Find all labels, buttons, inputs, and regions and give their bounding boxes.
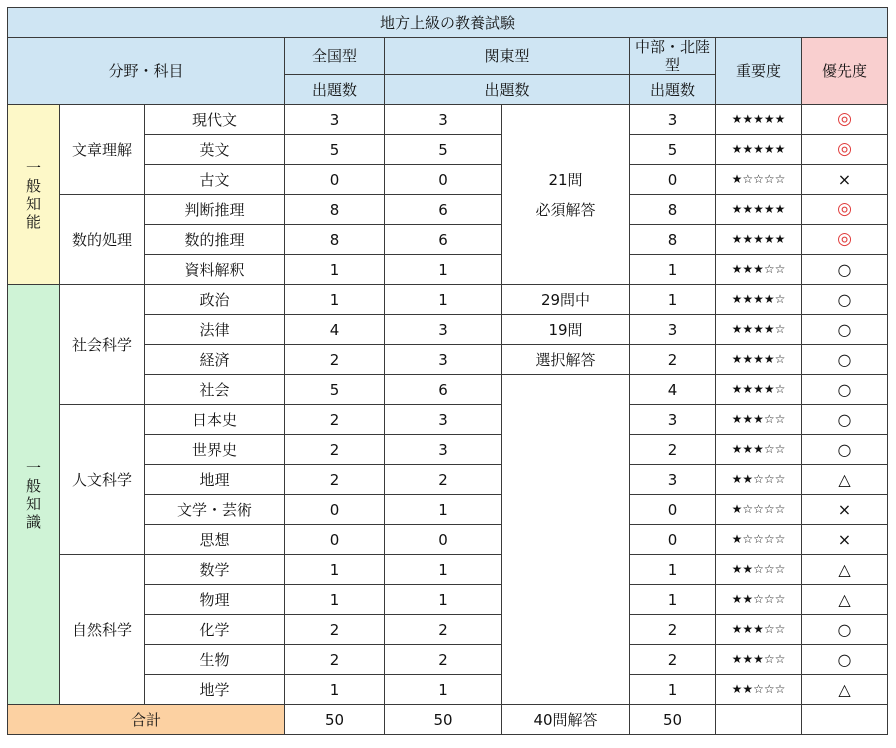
national-count-cell: 5 [285,135,385,165]
group-bunsho: 文章理解 [60,105,145,195]
chubu-count-cell: 2 [630,615,716,645]
kanto-count-cell: 1 [385,675,502,705]
importance-stars: ★★★★★ [716,195,802,225]
priority-mark: ◎ [802,225,888,255]
chubu-count-cell: 2 [630,345,716,375]
national-count-cell: 2 [285,645,385,675]
importance-stars: ★★★★★ [716,135,802,165]
kanto-note-empty [502,375,630,705]
priority-mark: ◎ [802,195,888,225]
chubu-count-cell: 0 [630,165,716,195]
importance-stars: ★★☆☆☆ [716,675,802,705]
total-kanto: 50 [385,705,502,735]
priority-mark: ○ [802,345,888,375]
subject-cell: 世界史 [145,435,285,465]
chubu-count-cell: 3 [630,315,716,345]
subject-cell: 政治 [145,285,285,315]
kanto-count-cell: 1 [385,555,502,585]
chubu-count-cell: 0 [630,525,716,555]
priority-mark: △ [802,555,888,585]
subject-cell: 思想 [145,525,285,555]
group-shakai: 社会科学 [60,285,145,405]
kanto-count-cell: 6 [385,195,502,225]
national-count-cell: 5 [285,375,385,405]
priority-mark: ○ [802,375,888,405]
national-count-cell: 1 [285,675,385,705]
subject-cell: 生物 [145,645,285,675]
chubu-count-cell: 2 [630,435,716,465]
national-count-cell: 2 [285,465,385,495]
importance-stars: ★★★☆☆ [716,615,802,645]
header-national-count: 出題数 [285,75,385,105]
national-count-cell: 1 [285,285,385,315]
national-count-cell: 2 [285,615,385,645]
chubu-count-cell: 3 [630,465,716,495]
subject-cell: 英文 [145,135,285,165]
importance-stars: ★☆☆☆☆ [716,165,802,195]
subject-cell: 日本史 [145,405,285,435]
subject-cell: 地学 [145,675,285,705]
chubu-count-cell: 3 [630,405,716,435]
importance-stars: ★★★☆☆ [716,405,802,435]
importance-stars: ★★☆☆☆ [716,465,802,495]
priority-mark: ○ [802,315,888,345]
subject-cell: 物理 [145,585,285,615]
importance-stars: ★★★☆☆ [716,435,802,465]
header-importance: 重要度 [716,38,802,105]
kanto-count-cell: 1 [385,255,502,285]
priority-mark: ○ [802,435,888,465]
kanto-count-cell: 2 [385,615,502,645]
kanto-count-cell: 1 [385,585,502,615]
category-general-ability [8,105,60,285]
table-row [8,105,888,135]
table-row [8,285,888,315]
priority-mark: ◎ [802,105,888,135]
table-title: 地方上級の教養試験 [8,8,888,38]
total-importance-empty [716,705,802,735]
national-count-cell: 2 [285,405,385,435]
priority-mark: ○ [802,255,888,285]
kanto-count-cell: 0 [385,525,502,555]
priority-mark: △ [802,675,888,705]
national-count-cell: 1 [285,555,385,585]
importance-stars: ★★★☆☆ [716,645,802,675]
national-count-cell: 0 [285,525,385,555]
kanto-note-line: 21問 [548,170,583,189]
header-chubu-count: 出題数 [630,75,716,105]
chubu-count-cell: 4 [630,375,716,405]
kanto-count-cell: 5 [385,135,502,165]
chubu-count-cell: 5 [630,135,716,165]
importance-stars: ★★★★★ [716,105,802,135]
kanto-note-line: 29問中 [502,285,630,315]
importance-stars: ★☆☆☆☆ [716,525,802,555]
header-kanto: 関東型 [385,38,630,75]
chubu-count-cell: 1 [630,585,716,615]
kanto-note-line: 必須解答 [535,200,596,219]
priority-mark: × [802,165,888,195]
importance-stars: ★★☆☆☆ [716,585,802,615]
table-row [8,555,888,585]
header-national: 全国型 [285,38,385,75]
chubu-count-cell: 8 [630,225,716,255]
national-count-cell: 4 [285,315,385,345]
subject-cell: 地理 [145,465,285,495]
kanto-note-line: 19問 [502,315,630,345]
subject-rows [8,105,888,705]
chubu-count-cell: 1 [630,255,716,285]
group-jinbun: 人文科学 [60,405,145,555]
priority-mark: ○ [802,405,888,435]
kanto-count-cell: 2 [385,645,502,675]
subject-cell: 古文 [145,165,285,195]
kanto-count-cell: 1 [385,495,502,525]
category-label: 一般知識 [25,458,41,531]
priority-mark: ○ [802,615,888,645]
priority-mark: × [802,525,888,555]
total-kanto-note: 40問解答 [502,705,630,735]
kanto-note-line: 選択解答 [502,345,630,375]
header-kanto-count: 出題数 [385,75,630,105]
kanto-count-cell: 3 [385,105,502,135]
subject-cell: 化学 [145,615,285,645]
kanto-count-cell: 1 [385,285,502,315]
kanto-count-cell: 6 [385,225,502,255]
header-chubu-text: 中部・北陸型 [634,38,710,74]
category-general-knowledge [8,285,60,705]
national-count-cell: 8 [285,225,385,255]
subject-cell: 文学・芸術 [145,495,285,525]
category-label: 一般知能 [25,158,41,231]
importance-stars: ★★★☆☆ [716,255,802,285]
importance-stars: ★★★★☆ [716,375,802,405]
national-count-cell: 2 [285,435,385,465]
national-count-cell: 1 [285,255,385,285]
kanto-count-cell: 3 [385,315,502,345]
total-chubu: 50 [630,705,716,735]
subject-cell: 数的推理 [145,225,285,255]
priority-mark: × [802,495,888,525]
total-label: 合計 [8,705,285,735]
importance-stars: ★★☆☆☆ [716,555,802,585]
header-priority: 優先度 [802,38,888,105]
chubu-count-cell: 3 [630,105,716,135]
table-row [8,195,888,225]
chubu-count-cell: 2 [630,645,716,675]
subject-cell: 経済 [145,345,285,375]
kanto-count-cell: 6 [385,375,502,405]
kanto-note-ability [502,105,630,285]
table-body [8,8,888,105]
subject-cell: 社会 [145,375,285,405]
header-field-subject: 分野・科目 [8,38,285,105]
kanto-count-cell: 3 [385,435,502,465]
national-count-cell: 3 [285,105,385,135]
kanto-count-cell: 3 [385,405,502,435]
national-count-cell: 0 [285,165,385,195]
importance-stars: ★★★★☆ [716,285,802,315]
chubu-count-cell: 1 [630,675,716,705]
total-priority-empty [802,705,888,735]
chubu-count-cell: 1 [630,555,716,585]
chubu-count-cell: 8 [630,195,716,225]
chubu-count-cell: 1 [630,285,716,315]
importance-stars: ★☆☆☆☆ [716,495,802,525]
chubu-count-cell: 0 [630,495,716,525]
group-shizen: 自然科学 [60,555,145,705]
priority-mark: ○ [802,645,888,675]
national-count-cell: 1 [285,585,385,615]
total-section [8,705,888,735]
importance-stars: ★★★★★ [716,225,802,255]
national-count-cell: 0 [285,495,385,525]
kanto-count-cell: 0 [385,165,502,195]
priority-mark: △ [802,465,888,495]
national-count-cell: 8 [285,195,385,225]
importance-stars: ★★★★☆ [716,345,802,375]
subject-cell: 数学 [145,555,285,585]
priority-mark: ◎ [802,135,888,165]
exam-table [7,7,888,735]
subject-cell: 判断推理 [145,195,285,225]
subject-cell: 法律 [145,315,285,345]
priority-mark: △ [802,585,888,615]
group-suteki: 数的処理 [60,195,145,285]
importance-stars: ★★★★☆ [716,315,802,345]
priority-mark: ○ [802,285,888,315]
national-count-cell: 2 [285,345,385,375]
kanto-count-cell: 2 [385,465,502,495]
total-national: 50 [285,705,385,735]
subject-cell: 現代文 [145,105,285,135]
subject-cell: 資料解釈 [145,255,285,285]
kanto-count-cell: 3 [385,345,502,375]
table-row [8,405,888,435]
header-chubu [630,38,716,75]
